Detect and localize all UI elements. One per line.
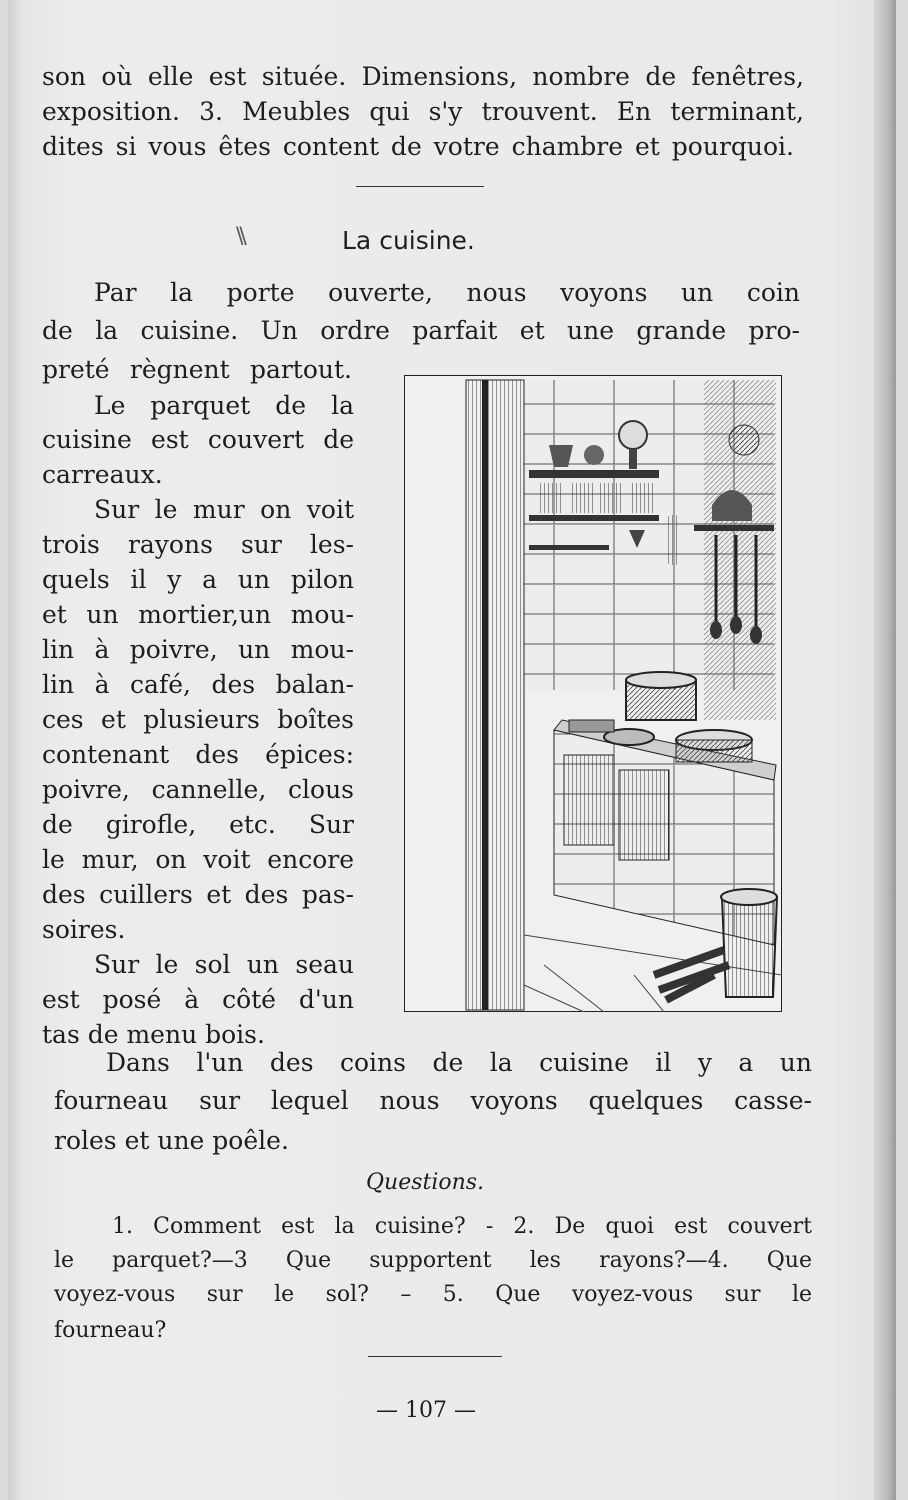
para1-line-1: Par la porte ouverte, nous voyons un coin [94, 278, 800, 307]
narrow-line: preté règnent partout. [42, 355, 352, 384]
book-page [8, 0, 896, 1500]
question-line: 1. Comment est la cuisine? - 2. De quoi est couvert [112, 1214, 812, 1239]
narrow-line: le mur, on voit encore [42, 845, 354, 874]
narrow-line: tas de menu bois. [42, 1020, 265, 1049]
separator-rule [356, 186, 484, 187]
section-title: La cuisine. [342, 226, 475, 255]
prev-line-2: exposition. 3. Meubles qui s'y trouvent. En terminant, [42, 97, 804, 126]
narrow-line: trois rayons sur les- [42, 530, 354, 559]
narrow-line: Sur le sol un seau [94, 950, 354, 979]
question-line: voyez-vous sur le sol? – 5. Que voyez-vous sur le [54, 1282, 812, 1307]
narrow-line: est posé à côté d'un [42, 985, 354, 1014]
narrow-line: lin à café, des balan- [42, 670, 354, 699]
last-para-line-3: roles et une poêle. [54, 1126, 289, 1155]
last-para-line-2: fourneau sur lequel nous voyons quelques casse- [54, 1086, 812, 1115]
narrow-line: poivre, cannelle, clous [42, 775, 354, 804]
last-para-line-1: Dans l'un des coins de la cuisine il y a un [106, 1048, 812, 1077]
narrow-line: des cuillers et des pas- [42, 880, 354, 909]
narrow-line: ces et plusieurs boîtes [42, 705, 354, 734]
narrow-line: contenant des épices: [42, 740, 354, 769]
narrow-line: lin à poivre, un mou- [42, 635, 354, 664]
questions-heading: Questions. [366, 1170, 485, 1195]
question-line: fourneau? [54, 1318, 167, 1343]
narrow-line: de girofle, etc. Sur [42, 810, 354, 839]
prev-line-1: son où elle est située. Dimensions, nombre de fenêtres, [42, 62, 804, 91]
para1-line-2: de la cuisine. Un ordre parfait et une grande pro- [42, 316, 800, 345]
narrow-line: cuisine est couvert de [42, 425, 354, 454]
narrow-line: quels il y a un pilon [42, 565, 354, 594]
narrow-line: et un mortier,un mou- [42, 600, 354, 629]
separator-rule-bottom [368, 1356, 502, 1357]
page-number: — 107 — [376, 1398, 476, 1423]
narrow-line: Sur le mur on voit [94, 495, 354, 524]
narrow-line: Le parquet de la [94, 391, 354, 420]
question-line: le parquet?—3 Que supportent les rayons?—4. Que [54, 1248, 812, 1273]
page-edge [874, 0, 896, 1500]
prev-line-3: dites si vous êtes content de votre chambre et pourquoi. [42, 132, 794, 161]
margin-mark: \\ [236, 224, 243, 249]
narrow-line: soires. [42, 915, 126, 944]
kitchen-illustration [404, 375, 782, 1012]
narrow-line: carreaux. [42, 460, 163, 489]
